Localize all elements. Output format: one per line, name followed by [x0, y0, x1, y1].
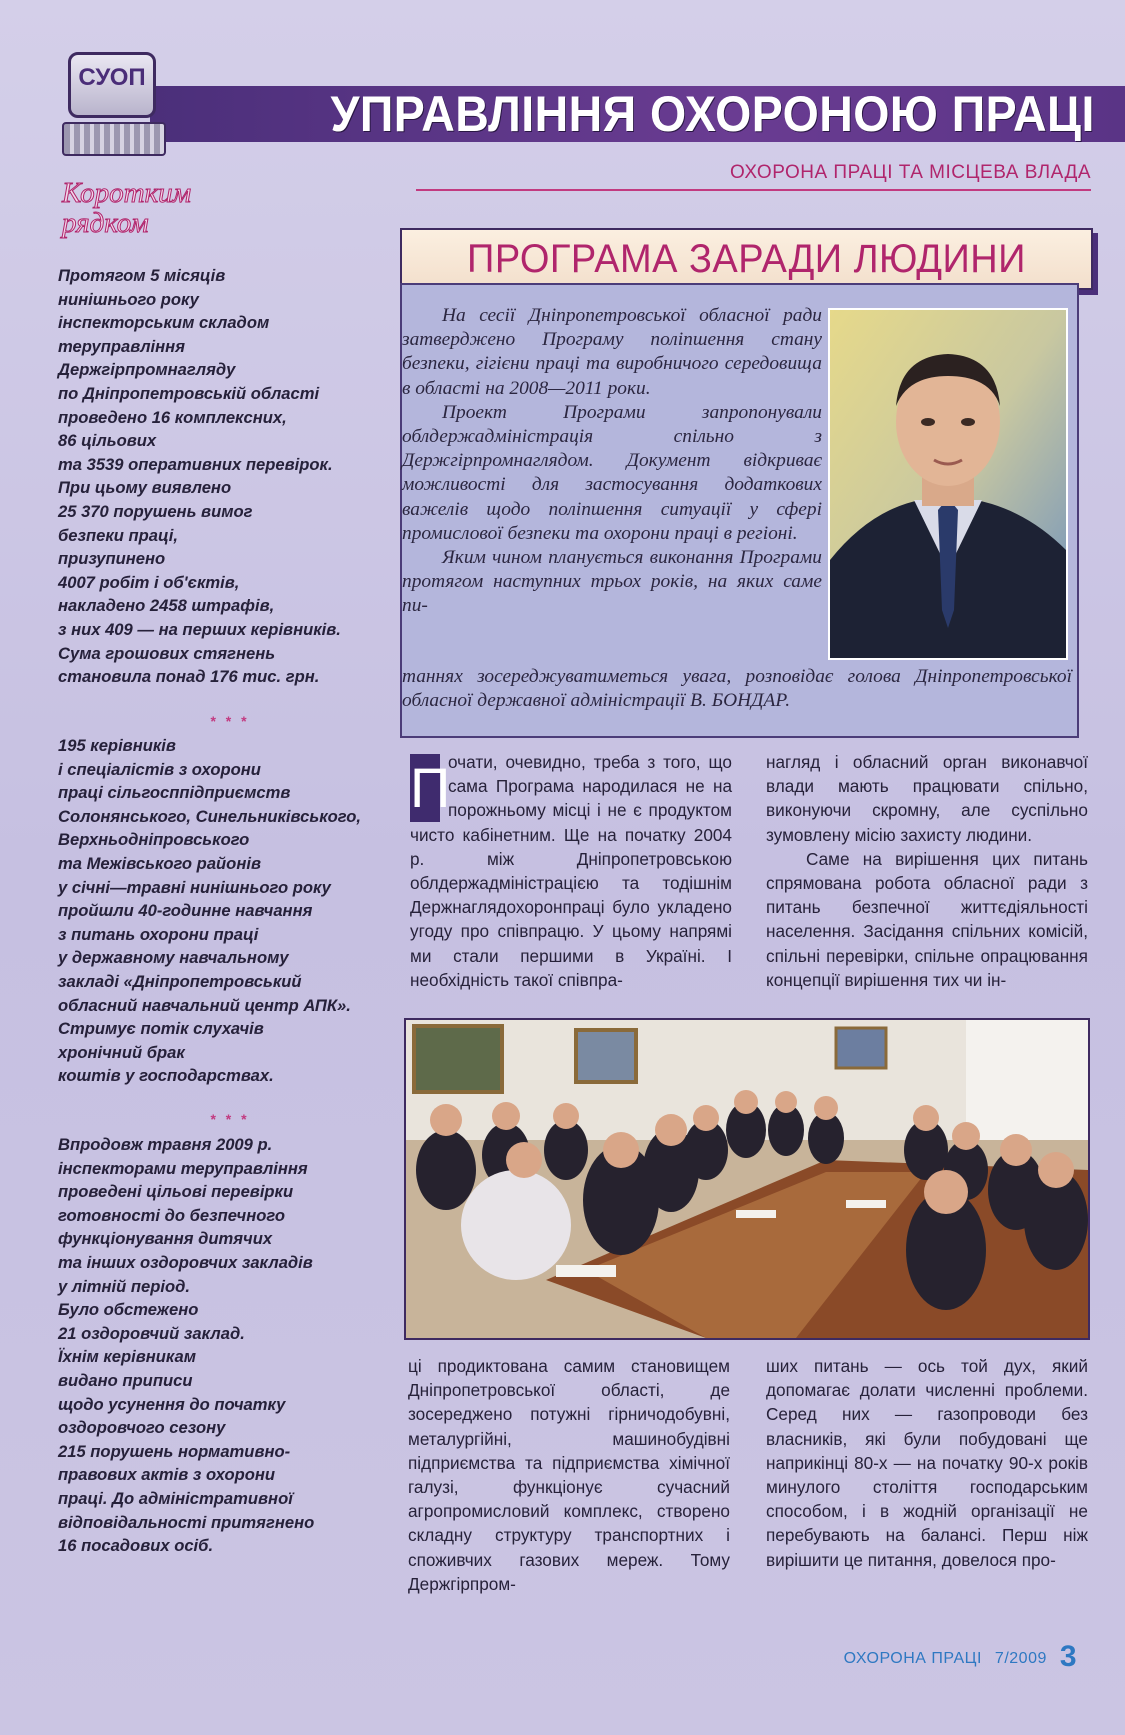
body-text: очати, очевидно, треба з того, що сама Програма народилася не на порожньому місці і не є продуктом чисто кабінетним. Ще на початку 2004 р. між Дніпропетровською облдержадміністрацією та тодішнім Держнаглядохоронпраці було укладено угоду про співпрацю. У цьому напрямі ми стали першими в Україні. І необхідність такої співпра- [410, 752, 732, 990]
issue-number: 7/2009 [994, 1650, 1047, 1667]
page-footer [844, 1642, 1077, 1672]
logo-label: СУОП [78, 64, 146, 91]
body-column-1-top [410, 750, 732, 992]
body-column-2-top [766, 750, 1088, 992]
page-number: 3 [1059, 1640, 1077, 1673]
lead-paragraph-3-continued: таннях зосереджуватиметься увага, розповідає голова Дніпропетровської обласної державної адміністрації В. БОНДАР. [402, 666, 1072, 712]
meeting-photo [404, 1018, 1090, 1340]
body-text: ці продиктована самим становищем Дніпропетровської області, де зосереджено потужні гірничодобувні, металургійні, машинобудівні підприємства та підприємства хімічної галузі, функціонує сучасний агропромисловий комплекс, створено складну структуру транспортних і споживчих газових мереж. Тому Держгірпром- [408, 1356, 730, 1594]
body-column-2-bottom [766, 1354, 1088, 1572]
sidebar-note-1: Протягом 5 місяців нинішнього року інспекторським складом теруправління Держгірпромнагляду по Дніпропетровській області проведено 16 комплексних, 86 цільових та 3539 оперативних перевірок. При цьому виявлено 25 370 порушень вимог безпеки праці, призупинено 4007 робіт і об'єктів, накладено 2458 штрафів, з них 409 — на перших керівників. Сума грошових стягнень становила понад 176 тис. грн. [58, 266, 341, 687]
sidebar-heading: Коротким рядком [62, 177, 192, 239]
sidebar-separator-1: * * * [210, 713, 250, 729]
section-title: УПРАВЛІННЯ ОХОРОНОЮ ПРАЦІ [330, 86, 1095, 142]
sidebar-note-2: 195 керівників і спеціалістів з охорони праці сільгосппідприємств Солонянського, Синельниківського, Верхньодніпровського та Межівського районів у січні—травні нинішнього року пройшли 40-годинне навчання з питань охорони праці у державному навчальному закладі «Дніпропетровський обласний навчальний центр АПК». Стримує потік слухачів хронічний брак коштів у господарствах. [58, 736, 361, 1086]
body-text: ших питань — ось той дух, який допомагає долати численні проблеми. Серед них — газопроводи без власників, які були побудовані ще наприкінці 80-х — на початку 90-х років минулого століття господарським способом, і в жодній організації не перебувають на балансі. Перш ніж вирішити це питання, довелося про- [766, 1356, 1088, 1570]
body-text: Саме на вирішення цих питань спрямована робота обласної ради з питань безпечної життєдіяльності населення. Засідання спільних комісій, спільні перевірки, спільне опрацювання концепції вирішення тих чи ін- [766, 848, 1088, 990]
sidebar-separator-2: * * * [210, 1111, 250, 1127]
keyboard-icon [62, 122, 166, 156]
portrait-photo [828, 308, 1068, 660]
lead-paragraph-3: Яким чином планується виконання Програми протягом наступних трьох років, на яких саме пи- [402, 547, 822, 617]
lead-paragraph-1: На сесії Дніпропетровської обласної ради затверджено Програму поліпшення стану безпеки, гігієни праці та виробничого середовища в області на 2008—2011 роки. [402, 305, 822, 399]
lead-text [402, 304, 822, 619]
dropcap: П [410, 754, 440, 822]
sidebar-note-3: Впродовж травня 2009 р. інспекторами теруправління проведені цільові перевірки готовності до безпечного функціонування дитячих та інших оздоровчих закладів у літній період. Було обстежено 21 оздоровчий заклад. Їхнім керівникам видано приписи щодо усунення до початку оздоровчого сезону 215 порушень нормативно- правових актів з охорони праці. До адміністративної відповідальності притягнено 16 посадових осіб. [58, 1135, 315, 1556]
article-title-box [400, 228, 1093, 290]
magazine-name: ОХОРОНА ПРАЦІ [843, 1650, 982, 1667]
lead-paragraph-2: Проект Програми запропонували облдержадміністрація спільно з Держгірпромнаглядом. Документ відкриває можливості для застосування додаткових важелів щодо поліпшення ситуації у сфері промислової безпеки та охорони праці в регіоні. [402, 401, 822, 544]
suop-logo [62, 52, 166, 160]
rubric-subhead: ОХОРОНА ПРАЦІ ТА МІСЦЕВА ВЛАДА [729, 162, 1091, 183]
body-text: нагляд і обласний орган виконавчої влади мають працювати спільно, виконуючи скромну, але суспільно зумовлену місію захисту людини. [766, 752, 1088, 845]
rubric-divider [416, 189, 1091, 191]
article-title: ПРОГРАМА ЗАРАДИ ЛЮДИНИ [467, 237, 1026, 281]
body-column-1-bottom [408, 1354, 730, 1596]
